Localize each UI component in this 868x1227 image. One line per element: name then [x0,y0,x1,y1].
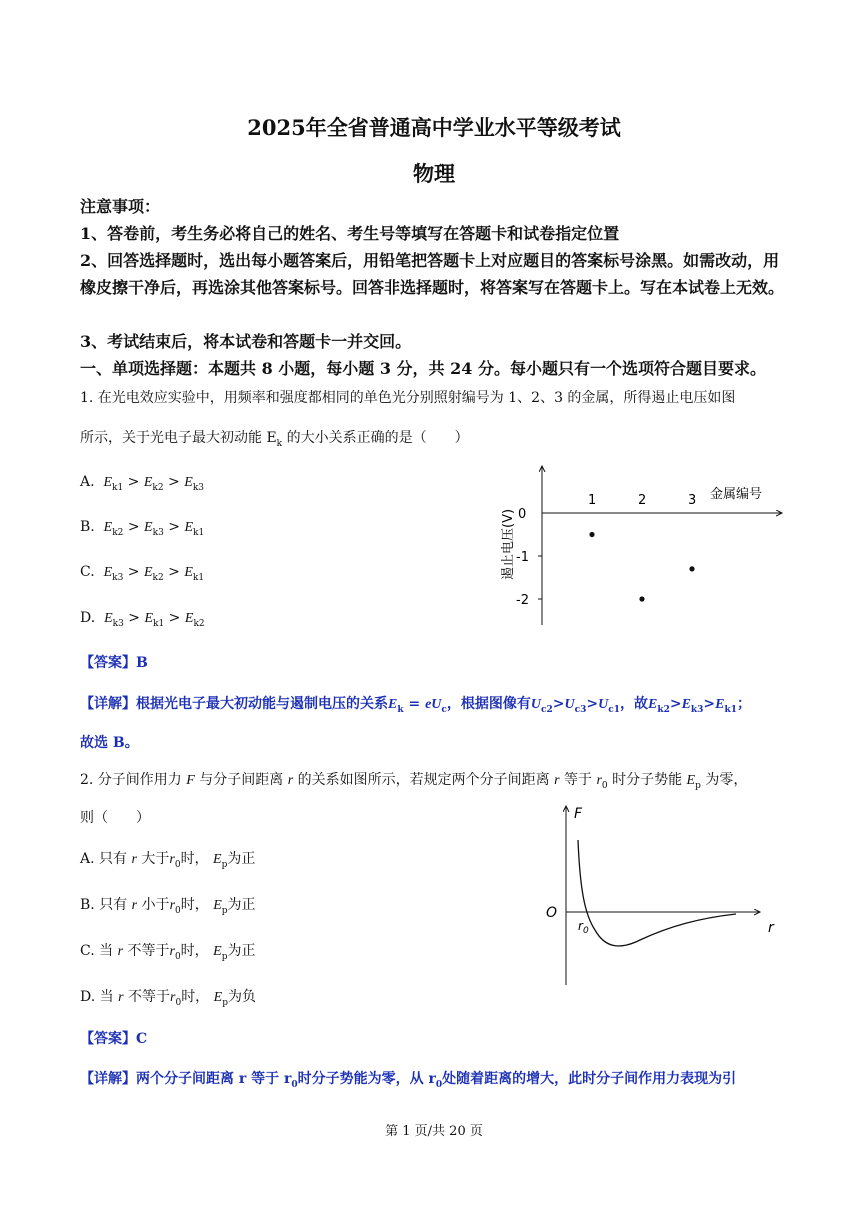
q1-data-point [589,532,594,537]
notice-item-2: 2、回答选择题时，选出每小题答案后，用铅笔把答题卡上对应题目的答案标号涂黑。如需改动，用橡皮擦干净后，再选涂其他答案标号。回答非选择题时，将答案写在答题卡上。写在本试卷上无效。 [80,251,785,297]
q2-option-a[interactable]: A. 只有 r 大于$r_0$时， $E_p$为正 [80,851,256,870]
q1-x-tick-label: 3 [688,493,697,508]
q1-chart [490,460,790,630]
q1-stem-line1: 1. 在光电效应实验中，用频率和强度都相同的单色光分别照射编号为 1、2、3 的金属，所得遏止电压如图 [80,390,736,406]
q1-ylabel: 遏止电压(V) [501,508,516,580]
notice-item-3: 3、考试结束后，将本试卷和答题卡一并交回。 [80,332,412,351]
q1-x-tick-label: 2 [638,493,647,508]
q1-option-a[interactable]: A. $E_{k1} > E_{k2} > E_{k3}$ [80,474,204,493]
q2-answer: 【答案】C [80,1031,148,1047]
q2-option-c[interactable]: C. 当 r 不等于$r_0$时， $E_p$为正 [80,943,256,962]
notice-item-1: 1、答卷前，考生务必将自己的姓名、考生号等填写在答题卡和试卷指定位置 [80,224,620,243]
q2-ylabel: F [574,806,583,822]
q2-origin-label: O [546,905,558,921]
q1-data-point [689,566,694,571]
q1-y-tick-label: 0 [518,507,527,522]
q1-detail: 【详解】根据光电子最大初动能与遏制电压的关系$E_k = eU_c$，根据图像有$U_{c2}>U_{c3}>U_{c1}$，故$E_{k2}>E_{k3}>E_{k1}$； [80,696,751,715]
section-heading: 一、单项选择题：本题共 8 小题，每小题 3 分，共 24 分。每小题只有一个选项符合题目要求。 [80,359,766,378]
q2-option-d[interactable]: D. 当 r 不等于$r_0$时， $E_p$为负 [80,989,256,1008]
q1-option-d[interactable]: D. $E_{k3} > E_{k1} > E_{k2}$ [80,610,205,629]
q2-stem-line1: 2. 分子间作用力 F 与分子间距离 r 的关系如图所示，若规定两个分子间距离 r 等于 $r_0$ 时分子势能 $E_p$ 为零， [80,772,748,791]
q2-xlabel: r [768,920,774,936]
force-curve [578,840,736,946]
q2-stem-line2: 则（ ） [80,810,150,826]
q1-y-tick-label: -2 [516,593,529,608]
q1-x-tick-label: 1 [588,493,597,508]
q2-option-b[interactable]: B. 只有 r 小于$r_0$时， $E_p$为正 [80,897,256,916]
q1-conclusion: 故选 B。 [80,735,139,751]
subject-title: 物理 [413,161,455,186]
exam-title: 2025年全省普通高中学业水平等级考试 [247,115,621,140]
q2-chart [540,800,790,990]
q2-r0-label: $r_0$ [578,919,589,936]
q1-answer: 【答案】B [80,655,148,671]
q1-stem-line2: 所示，关于光电子最大初动能 $E_k$ 的大小关系正确的是（ ） [80,430,469,449]
page-footer: 第 1 页/共 20 页 [385,1124,483,1139]
q1-option-b[interactable]: B. $E_{k2} > E_{k3} > E_{k1}$ [80,519,205,538]
q2-detail: 【详解】两个分子间距离 r 等于 $r_0$时分子势能为零，从 $r_0$处随着距离的增大，此时分子间作用力表现为引 [80,1071,737,1090]
q1-xlabel: 金属编号 [710,487,763,502]
q1-y-tick-label: -1 [516,550,529,565]
q1-option-c[interactable]: C. $E_{k3} > E_{k2} > E_{k1}$ [80,564,205,583]
notice-heading: 注意事项： [80,197,161,216]
q1-data-point [639,596,644,601]
